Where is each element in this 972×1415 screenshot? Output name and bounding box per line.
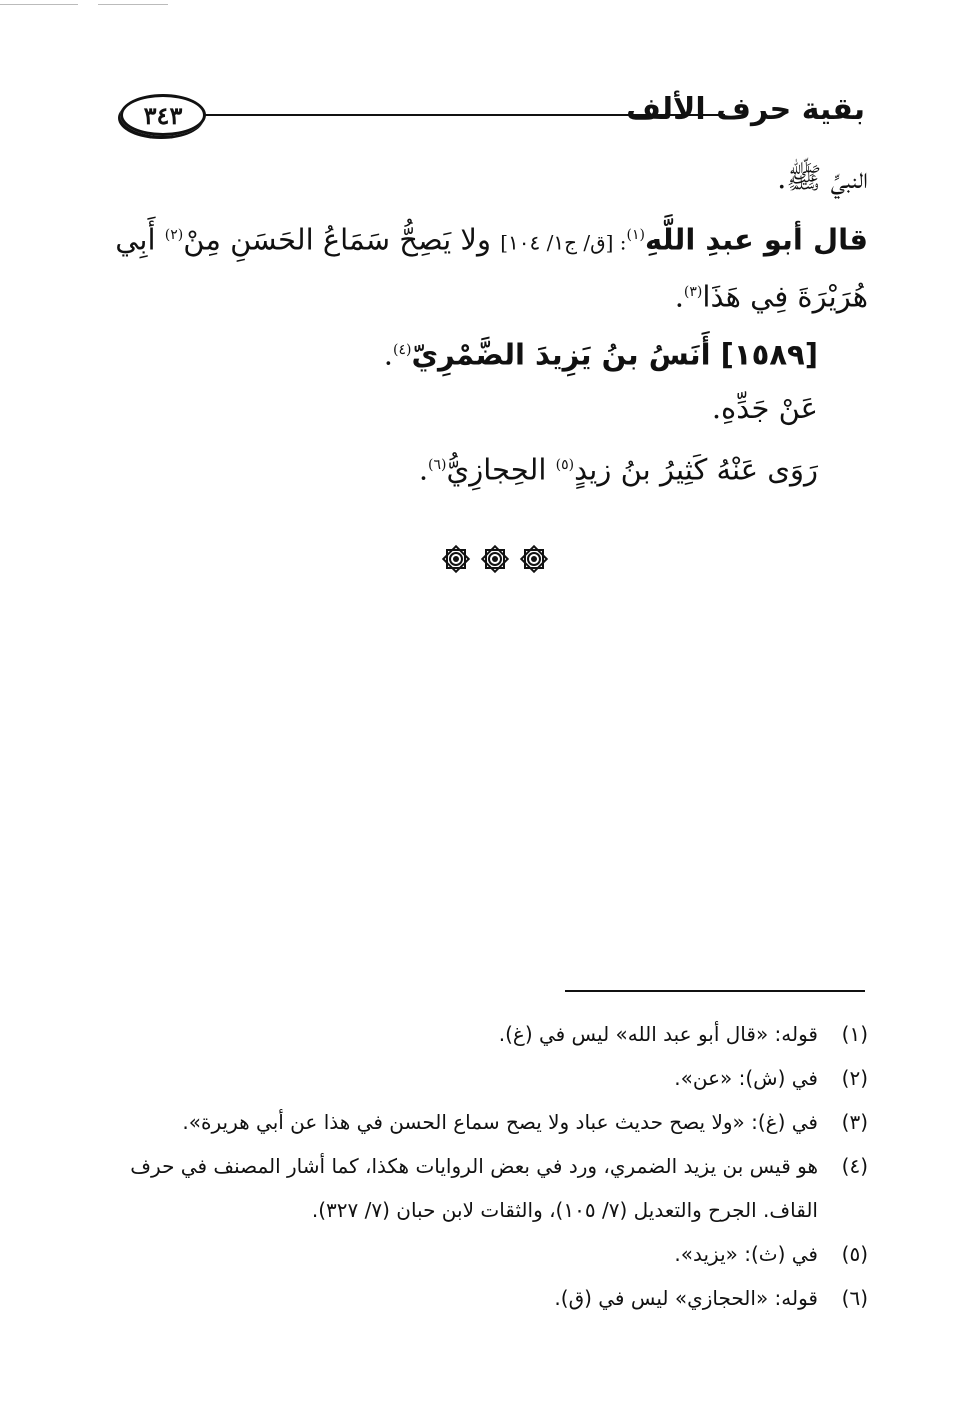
text-line-1: النبيِّ ﷺ. (777, 161, 868, 195)
footnote-3: (٣) في (غ): «ولا يصح حديث عباد ولا يصح سماع الحسن في هذا عن أبي هريرة». (182, 1110, 868, 1134)
text-line-2: قال أبو عبدِ اللَّهِ$^{(١)}$: [ق/ ج١/ ١٠٤] ولا يَصِحُّ سَمَاعُ الحَسَنِ مِنْ$^{(٢)}$ أَبِي (115, 222, 868, 257)
running-title: بقية حرف الألف (626, 92, 865, 127)
text-line-5: عَنْ جَدِّهِ. (711, 391, 818, 425)
footnotes (120, 1012, 868, 1320)
footnote-4: (٤) هو قيس بن يزيد الضمري، ورد في بعض الروايات هكذا، كما أشار المصنف في حرف القاف. الجرح والتعديل (٧/ ١٠٥)، والثقات لابن حبان (٧/ ٣٢٧). (130, 1154, 868, 1222)
footnote-1: (١) قوله: «قال أبو عبد الله» ليس في (غ). (498, 1022, 868, 1046)
section-divider-ornaments (440, 543, 550, 579)
footnote-6: (٦) قوله: «الحجازي» ليس في (ق). (554, 1286, 868, 1310)
flower-ornament-icon (440, 543, 472, 575)
text-line-3: هُرَيْرَةَ فِي هَذَا$^{(٣)}$. (674, 279, 868, 314)
page-number-badge (120, 94, 206, 136)
flower-ornament-icon (479, 543, 511, 575)
flower-ornament-icon (518, 543, 550, 575)
text-line-6: رَوَى عَنْهُ كَثِيرُ بنُ زيدٍ$^{(٥)}$ الحِجازِيُّ$^{(٦)}$. (418, 452, 818, 487)
entry-heading: [١٥٨٩] أَنَسُ بنُ يَزِيدَ الضَّمْرِيّ$^{(٤)}$. (383, 337, 818, 372)
page-number: ٣٤٣ (143, 100, 183, 130)
footnote-separator (565, 990, 865, 992)
footnote-2: (٢) في (ش): «عن». (674, 1066, 868, 1090)
footnote-5: (٥) في (ث): «يزيد». (674, 1242, 868, 1266)
page-header (120, 92, 865, 136)
